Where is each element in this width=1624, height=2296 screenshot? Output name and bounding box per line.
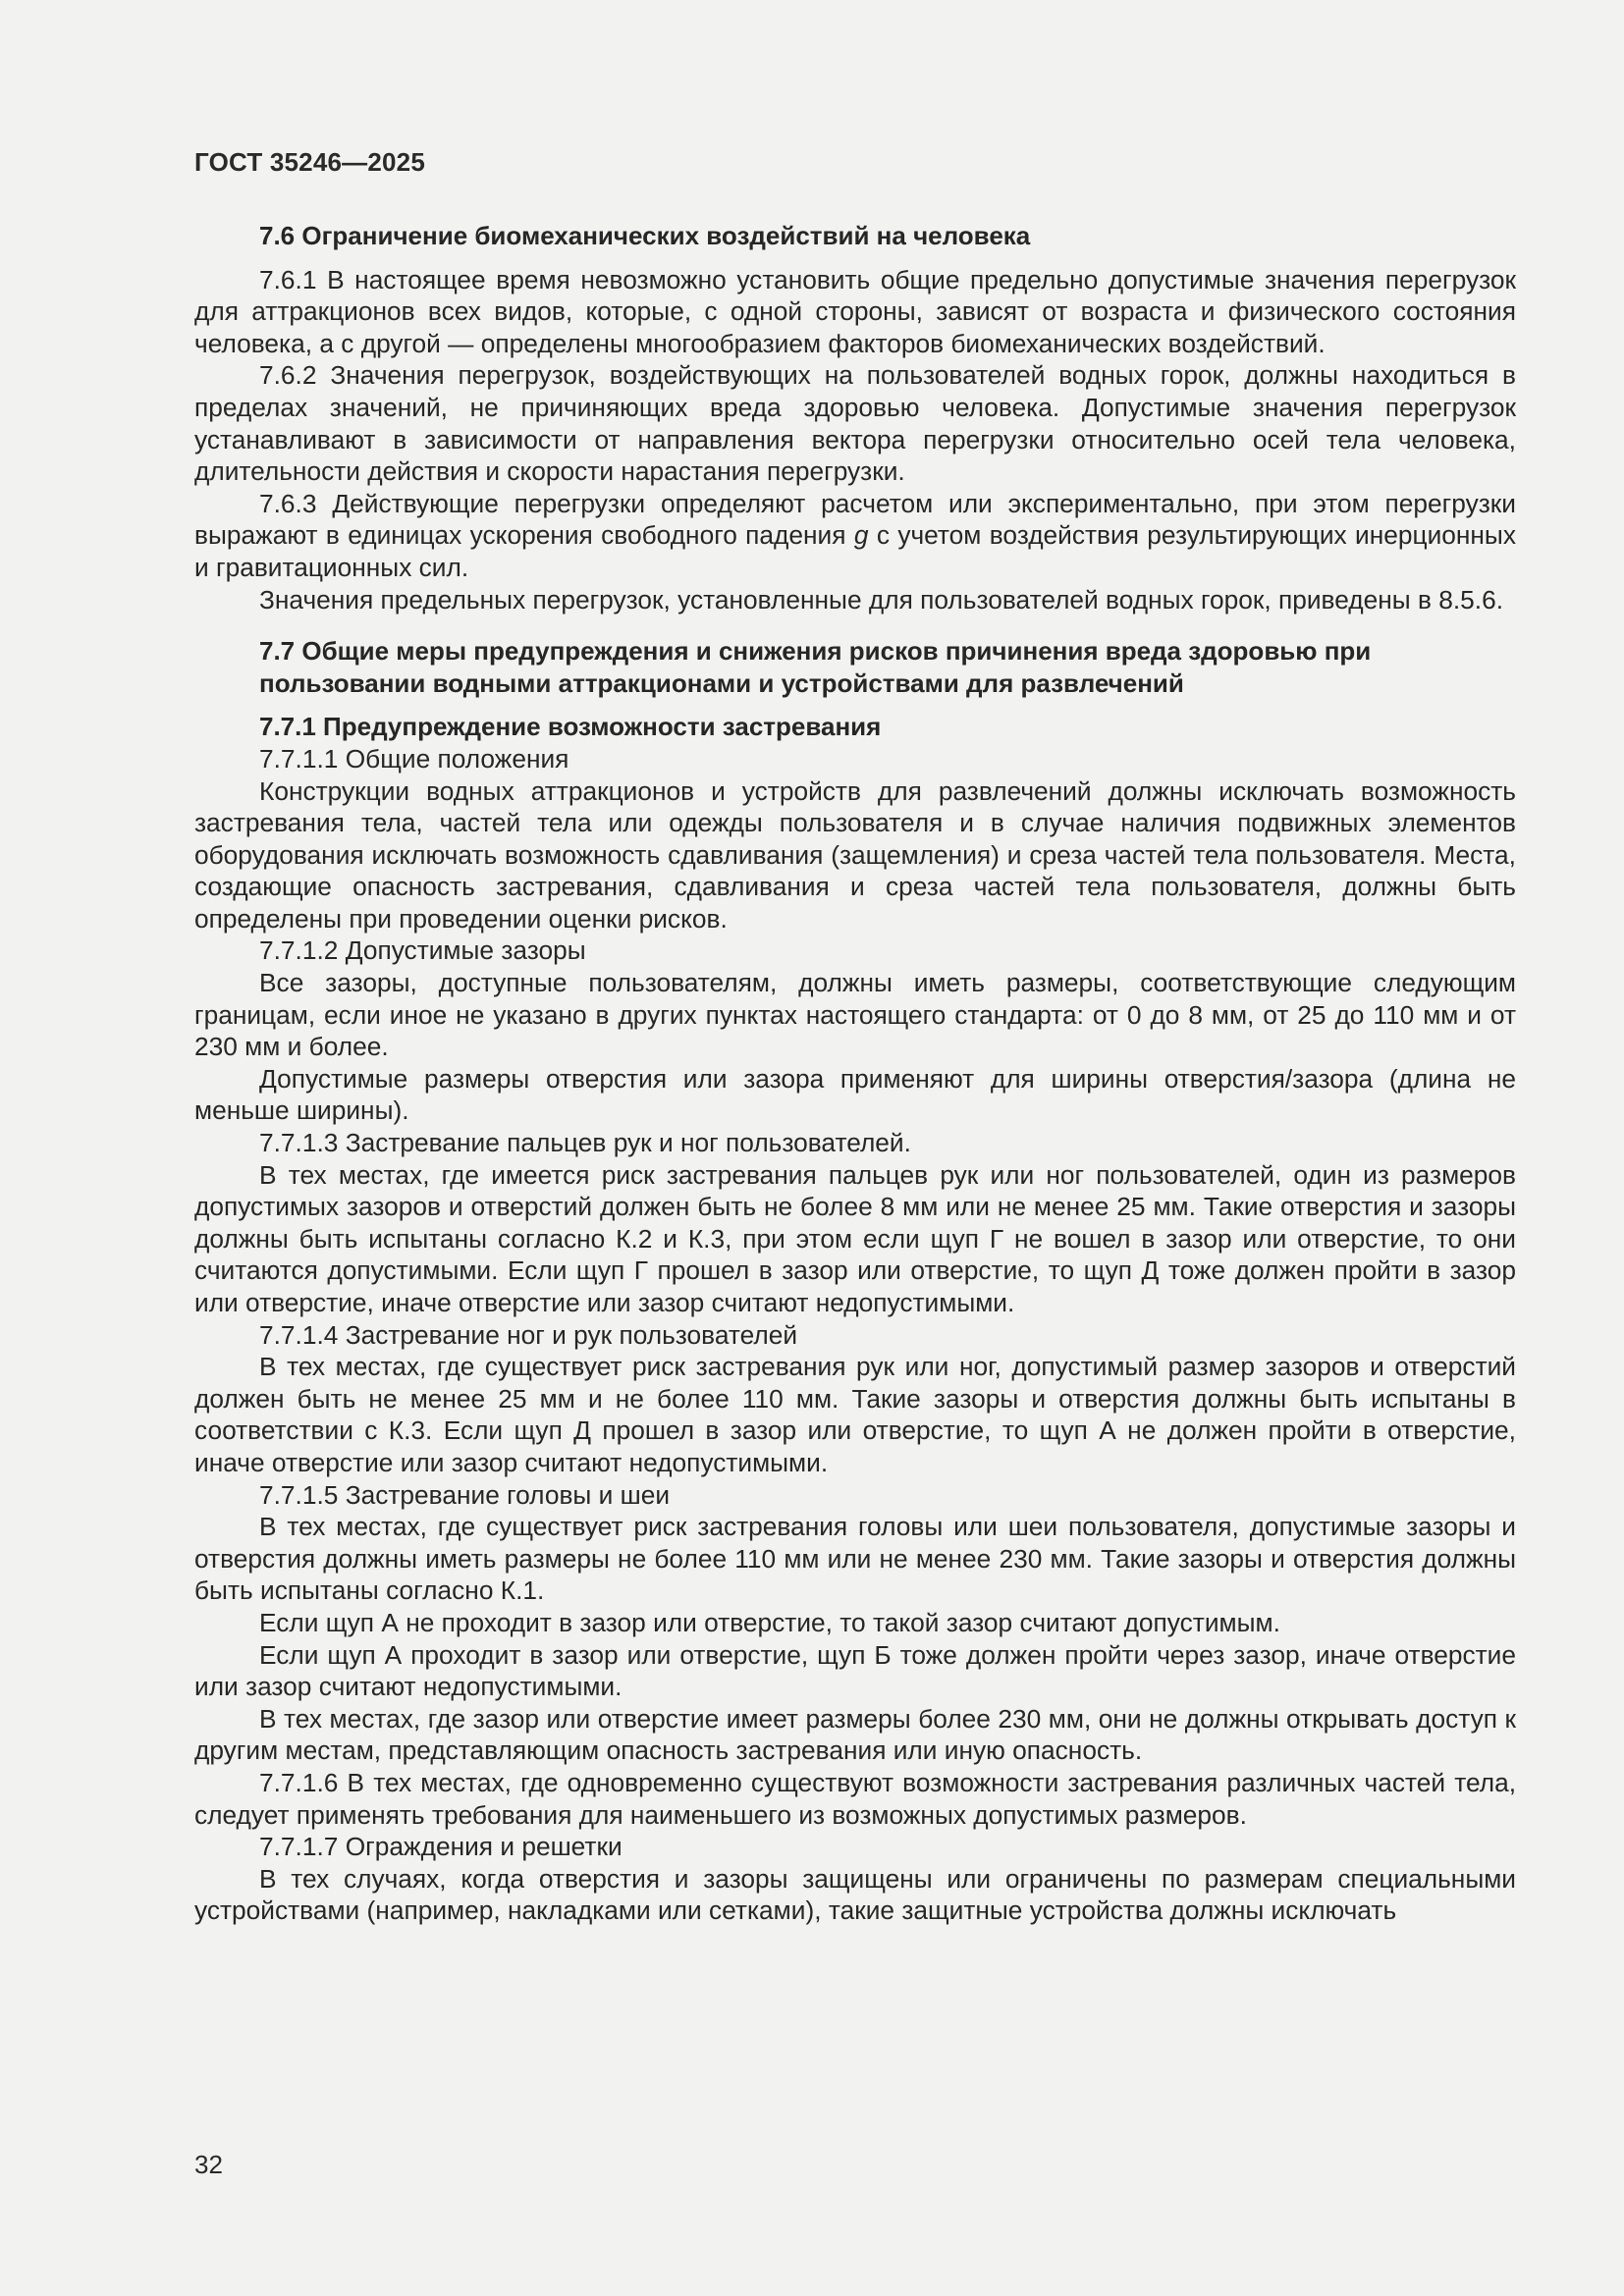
paragraph-7-6-3	[194, 488, 1516, 584]
paragraph-7-7-1-2-a: Все зазоры, доступные пользователям, должны иметь размеры, соответствующие следующим границам, если иное не указано в других пунктах настоящего стандарта: от 0 до 8 мм, от 25 до 110 мм и от 230 мм и более.	[194, 968, 1516, 1062]
paragraph-7-6-1: 7.6.1 В настоящее время невозможно установить общие предельно допустимые значения перегрузок для аттракционов всех видов, которые, с одной стороны, зависят от возраста и физического состояния человека, а с другой — определены многообразием факторов биомеханических воздействий.	[194, 264, 1516, 358]
paragraph-7-7-1-3: В тех местах, где имеется риск застревания пальцев рук или ног пользователей, один из размеров допустимых зазоров и отверстий должен быть не более 8 мм или не менее 25 мм. Такие отверстия и зазоры должны быть испытаны согласно К.2 и К.3, при этом если щуп Г не вошел в зазор или отверстие, то они считаются допустимыми. Если щуп Г прошел в зазор или отверстие, то щуп Д тоже должен пройти в зазор или отверстие, иначе отверстие или зазор считают недопустимыми.	[194, 1159, 1516, 1317]
heading-7-7-1-4: 7.7.1.4 Застревание ног и рук пользователей	[259, 1319, 798, 1350]
heading-7-7-1-1: 7.7.1.1 Общие положения	[259, 743, 569, 774]
paragraph-7-7-1-1: Конструкции водных аттракционов и устройств для развлечений должны исключать возможность застревания тела, частей тела или одежды пользователя и в случае наличия подвижных элементов оборудования исключать возможность сдавливания (защемления) и среза частей тела пользователя. Места, создающие опасность застревания, сдавливания и среза частей тела пользователя, должны быть определены при проведении оценки рисков.	[194, 775, 1516, 934]
paragraph-7-7-1-7: В тех случаях, когда отверстия и зазоры защищены или ограничены по размерам специальными устройствами (например, накладками или сетками), такие защитные устройства должны исключать	[194, 1863, 1516, 1926]
paragraph-7-7-1-5-d: В тех местах, где зазор или отверстие имеет размеры более 230 мм, они не должны открывать доступ к другим местам, представляющим опасность застревания или иную опасность.	[194, 1703, 1516, 1766]
paragraph-7-7-1-5-b: Если щуп А не проходит в зазор или отверстие, то такой зазор считают допустимым.	[259, 1607, 1280, 1637]
paragraph-7-7-1-5-a: В тех местах, где существует риск застревания головы или шеи пользователя, допустимые зазоры и отверстия должны иметь размеры не более 110 мм или не менее 230 мм. Такие зазоры и отверстия должны быть испытаны согласно К.1.	[194, 1512, 1516, 1606]
paragraph-7-7-1-2-b: Допустимые размеры отверстия или зазора применяют для ширины отверстия/зазора (длина не меньше ширины).	[194, 1063, 1516, 1126]
heading-7-7-1-2: 7.7.1.2 Допустимые зазоры	[259, 935, 586, 966]
subsection-7-7-1-title: 7.7.1 Предупреждение возможности застревания	[259, 712, 882, 742]
document-body	[194, 220, 1516, 1927]
section-7-7-title: 7.7 Общие меры предупреждения и снижения рисков причинения вреда здоровью при пользовании водными аттракционами и устройствами для развлечений	[259, 636, 1372, 698]
paragraph-7-6-3-end: с учетом воздействия результирующих инерционных и гравитационных сил.	[194, 520, 1516, 582]
section-7-6-title: 7.6 Ограничение биомеханических воздействий на человека	[259, 221, 1031, 250]
heading-7-7-1-5: 7.7.1.5 Застревание головы и шеи	[259, 1479, 671, 1510]
heading-7-7-1-3: 7.7.1.3 Застревание пальцев рук и ног пользователей.	[259, 1128, 911, 1158]
heading-7-7-1-7: 7.7.1.7 Ограждения и решетки	[259, 1832, 623, 1862]
page-number: 32	[194, 2150, 223, 2179]
paragraph-7-6-note: Значения предельных перегрузок, установленные для пользователей водных горок, приведены в 8.5.6.	[259, 584, 1504, 614]
paragraph-7-7-1-5-c: Если щуп А проходит в зазор или отверстие, щуп Б тоже должен пройти через зазор, иначе отверстие или зазор считают недопустимыми.	[194, 1639, 1516, 1702]
gravity-symbol: g	[853, 520, 869, 551]
paragraph-7-6-2: 7.6.2 Значения перегрузок, воздействующих на пользователей водных горок, должны находиться в пределах значений, не причиняющих вреда здоровью человека. Допустимые значения перегрузок устанавливают в зависимости от направления вектора перегрузки относительно осей тела человека, длительности действия и скорости нарастания перегрузки.	[194, 360, 1516, 487]
document-header: ГОСТ 35246—2025	[194, 147, 425, 177]
paragraph-7-6-3-start: 7.6.3 Действующие перегрузки определяют расчетом или экспериментально, при этом перегрузки выражают в единицах ускорения свободного падения	[194, 488, 1516, 551]
paragraph-7-7-1-6: 7.7.1.6 В тех местах, где одновременно существуют возможности застревания различных частей тела, следует применять требования для наименьшего из возможных допустимых размеров.	[194, 1767, 1516, 1830]
paragraph-7-7-1-4: В тех местах, где существует риск застревания рук или ног, допустимый размер зазоров и отверстий должен быть не менее 25 мм и не более 110 мм. Такие зазоры и отверстия должны быть испытаны в соответствии с К.3. Если щуп Д прошел в зазор или отверстие, то щуп А не должен пройти в отверстие, иначе отверстие или зазор считают недопустимыми.	[194, 1352, 1516, 1477]
